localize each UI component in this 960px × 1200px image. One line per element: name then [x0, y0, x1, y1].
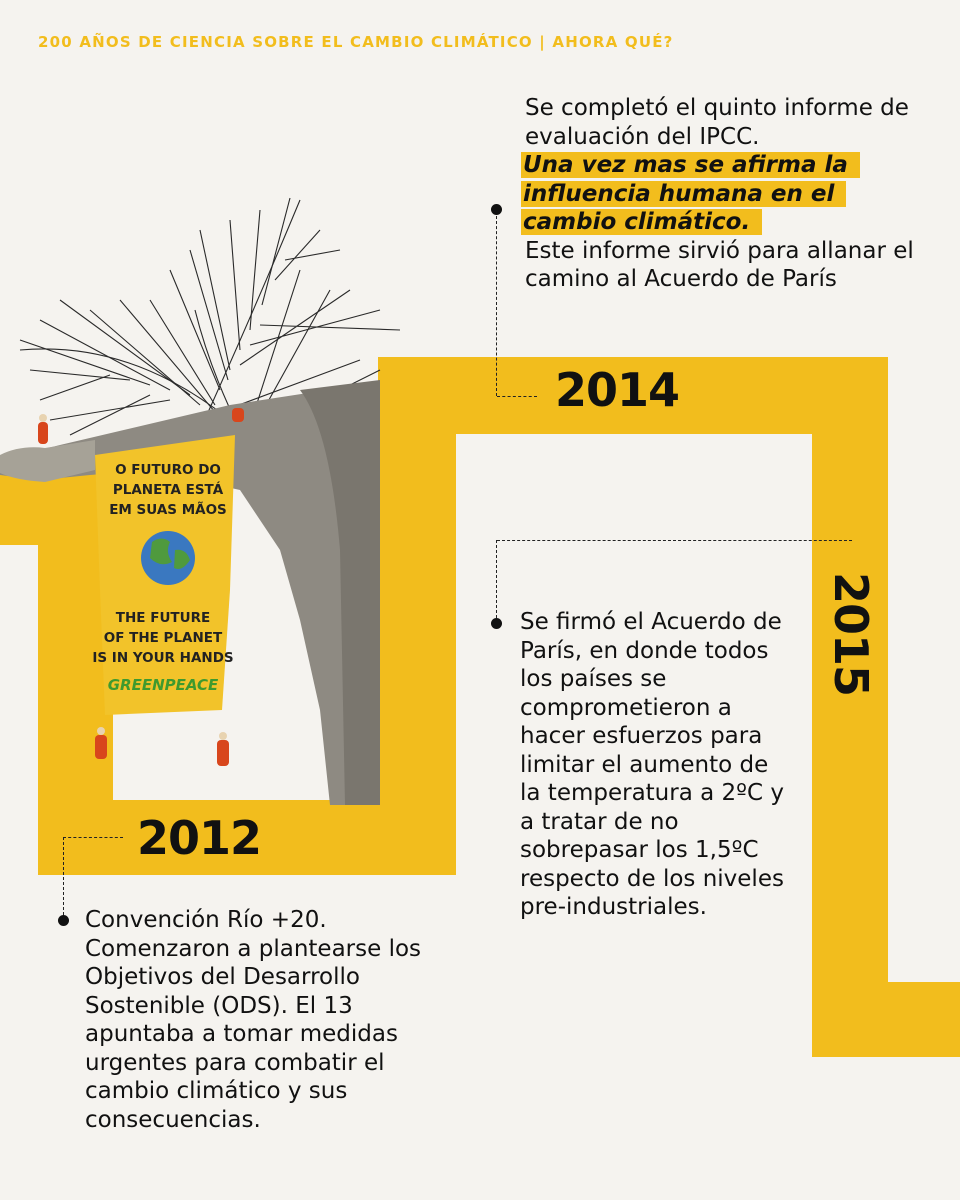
banner-line-1: O FUTURO DO: [115, 462, 221, 478]
timeline-dot-2012: [58, 915, 69, 926]
page-header: 200 AÑOS DE CIENCIA SOBRE EL CAMBIO CLIMÁTICO | AHORA QUÉ?: [38, 33, 674, 51]
timeline-segment: [812, 357, 888, 1057]
connector-2014-horizontal: [497, 396, 537, 397]
banner-brand: GREENPEACE: [107, 676, 219, 694]
connector-2015-vertical: [496, 540, 497, 618]
event-2014-highlight-3: cambio climático.: [521, 208, 925, 237]
timeline-dot-2015: [491, 618, 502, 629]
event-2014-highlight-1: Una vez mas se afirma la: [521, 151, 925, 180]
timeline-segment: [812, 982, 960, 1057]
statue-banner-photo: [0, 190, 420, 805]
event-2015-text: Se firmó el Acuerdo de París, en donde todos los países se comprometieron a hacer esfuerzos para limitar el aumento de la temperatura a 2ºC y a tratar de no sobrepasar los 1,5ºC respecto de los niveles pre-industriales.: [520, 609, 784, 920]
banner-line-4: THE FUTURE: [115, 610, 211, 626]
timeline-dot-2014: [491, 204, 502, 215]
connector-2012-horizontal: [63, 837, 123, 838]
event-2014-intro: Se completó el quinto informe de evaluación del IPCC.: [525, 95, 909, 150]
connector-2015-horizontal: [497, 540, 852, 541]
event-2014-outro: Este informe sirvió para allanar el camino al Acuerdo de París: [525, 237, 914, 292]
banner-line-2: PLANETA ESTÁ: [112, 482, 224, 498]
event-2014-highlight-2: influencia humana en el: [521, 180, 925, 209]
connector-2012-vertical: [63, 837, 64, 915]
banner-line-6: IS IN YOUR HANDS: [92, 650, 234, 666]
banner-line-5: OF THE PLANET: [103, 630, 223, 646]
event-2014-text: [525, 94, 925, 294]
year-2014: 2014: [555, 363, 680, 417]
year-2012: 2012: [137, 811, 262, 865]
year-2015: 2015: [824, 572, 878, 697]
event-2012-text: Convención Río +20. Comenzaron a plantearse los Objetivos del Desarrollo Sostenible (ODS). El 13 apuntaba a tomar medidas urgentes para combatir el cambio climático y sus consecuencias.: [85, 907, 422, 1133]
banner-line-3: EM SUAS MÃOS: [109, 502, 227, 518]
greenpeace-banner: [92, 435, 235, 715]
connector-2014-vertical: [496, 216, 497, 396]
